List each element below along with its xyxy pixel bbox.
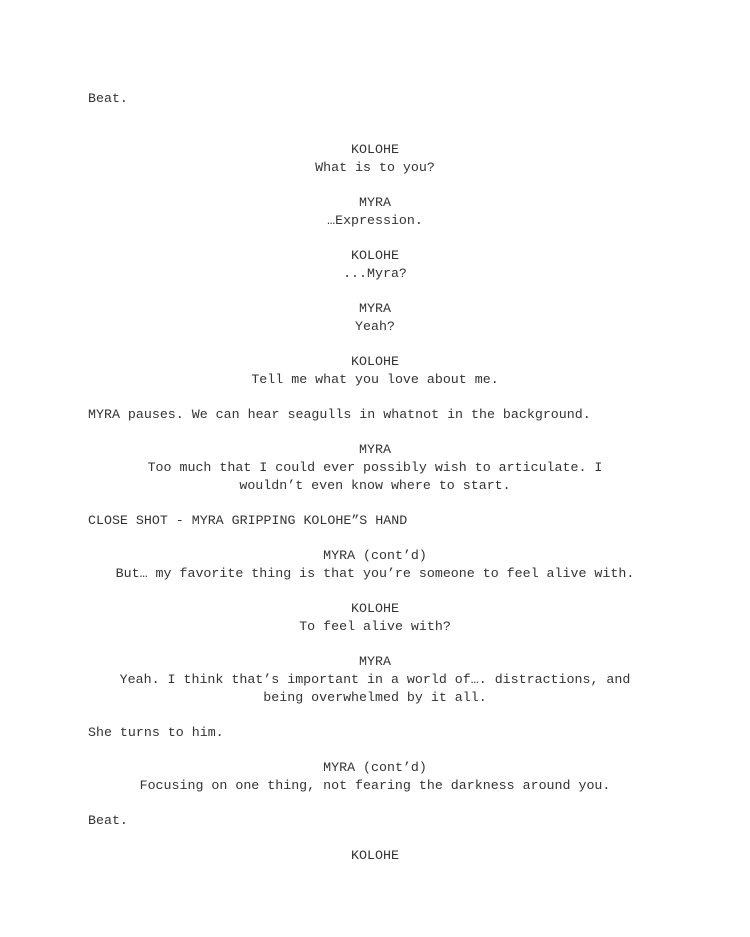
- dialogue-line: wouldn’t even know where to start.: [239, 478, 511, 493]
- dialogue-line: But… my favorite thing is that you’re someone to feel alive with.: [115, 566, 635, 581]
- action-beat: Beat.: [88, 91, 128, 106]
- dialogue-line: …Expression.: [327, 213, 423, 228]
- character-cue: MYRA: [359, 195, 391, 210]
- character-cue: MYRA (cont’d): [323, 760, 427, 775]
- action-line: She turns to him.: [88, 725, 224, 740]
- action-beat: Beat.: [88, 813, 128, 828]
- character-cue: MYRA: [359, 442, 391, 457]
- dialogue-line: To feel alive with?: [299, 619, 451, 634]
- action-line: MYRA pauses. We can hear seagulls in whatnot in the background.: [88, 407, 591, 422]
- character-cue: KOLOHE: [351, 848, 399, 863]
- character-cue: KOLOHE: [351, 601, 399, 616]
- dialogue-line: Yeah?: [355, 319, 395, 334]
- dialogue-line: What is to you?: [315, 160, 435, 175]
- character-cue: MYRA: [359, 654, 391, 669]
- dialogue-line: being overwhelmed by it all.: [263, 690, 487, 705]
- dialogue-line: Focusing on one thing, not fearing the darkness around you.: [139, 778, 611, 793]
- dialogue-line: ...Myra?: [343, 266, 407, 281]
- character-cue: MYRA (cont’d): [323, 548, 427, 563]
- dialogue-line: Too much that I could ever possibly wish to articulate. I: [147, 460, 603, 475]
- character-cue: KOLOHE: [351, 354, 399, 369]
- character-cue: KOLOHE: [351, 142, 399, 157]
- character-cue: KOLOHE: [351, 248, 399, 263]
- shot-heading: CLOSE SHOT - MYRA GRIPPING KOLOHE”S HAND: [88, 513, 408, 528]
- dialogue-line: Tell me what you love about me.: [251, 372, 499, 387]
- dialogue-line: Yeah. I think that’s important in a world of…. distractions, and: [119, 672, 631, 687]
- character-cue: MYRA: [359, 301, 391, 316]
